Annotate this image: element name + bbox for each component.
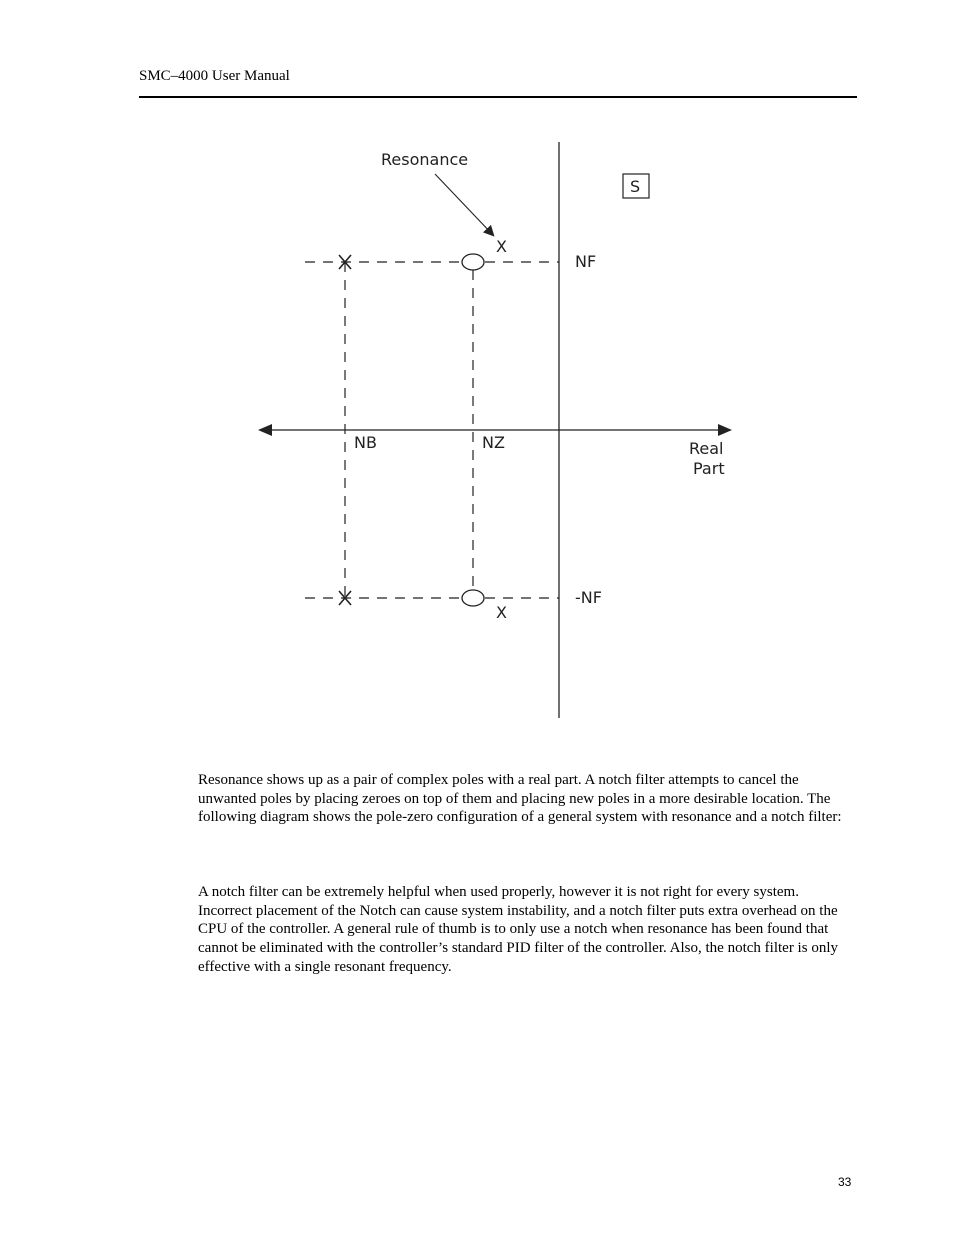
real-part-label-line1: Real [689,439,724,458]
real-axis-left-arrow [258,424,272,436]
real-part-label-line2: Part [693,459,725,478]
real-axis-right-arrow [718,424,732,436]
resonance-pole-upper: X [496,237,507,256]
resonance-arrow [435,174,493,235]
neg-nf-label: -NF [575,588,602,607]
resonance-pole-lower: X [496,603,507,622]
body-paragraph-notch-usage: A notch filter can be extremely helpful when used properly, however it is not right for every system. Incorrect placement of the Notch can cause system instability, and a notch filter puts extra overhead on the CPU of the controller. A general rule of thumb is to only use a notch when resonance has been found that cannot be eliminated with the controller’s standard PID filter of the controller. Also, the notch filter is only effective with a single resonant frequency. [198,884,838,975]
resonance-label: Resonance [381,150,469,169]
nz-label: NZ [482,433,505,452]
pole-zero-diagram [250,138,750,728]
body-paragraph-resonance: Resonance shows up as a pair of complex poles with a real part. A notch filter attempts to cancel the unwanted poles by placing zeroes on top of them and placing new poles in a more desirable location. The following diagram shows the pole-zero configuration of a general system with resonance and a notch filter: [198,772,842,826]
page-header-title: SMC–4000 User Manual [139,68,290,84]
nf-label: NF [575,252,597,271]
notch-zero-lower [462,590,484,606]
page-number: 33 [838,1175,852,1189]
nb-label: NB [354,433,377,452]
notch-zero-upper [462,254,484,270]
header-rule [139,96,857,98]
s-plane-label: S [630,177,641,196]
